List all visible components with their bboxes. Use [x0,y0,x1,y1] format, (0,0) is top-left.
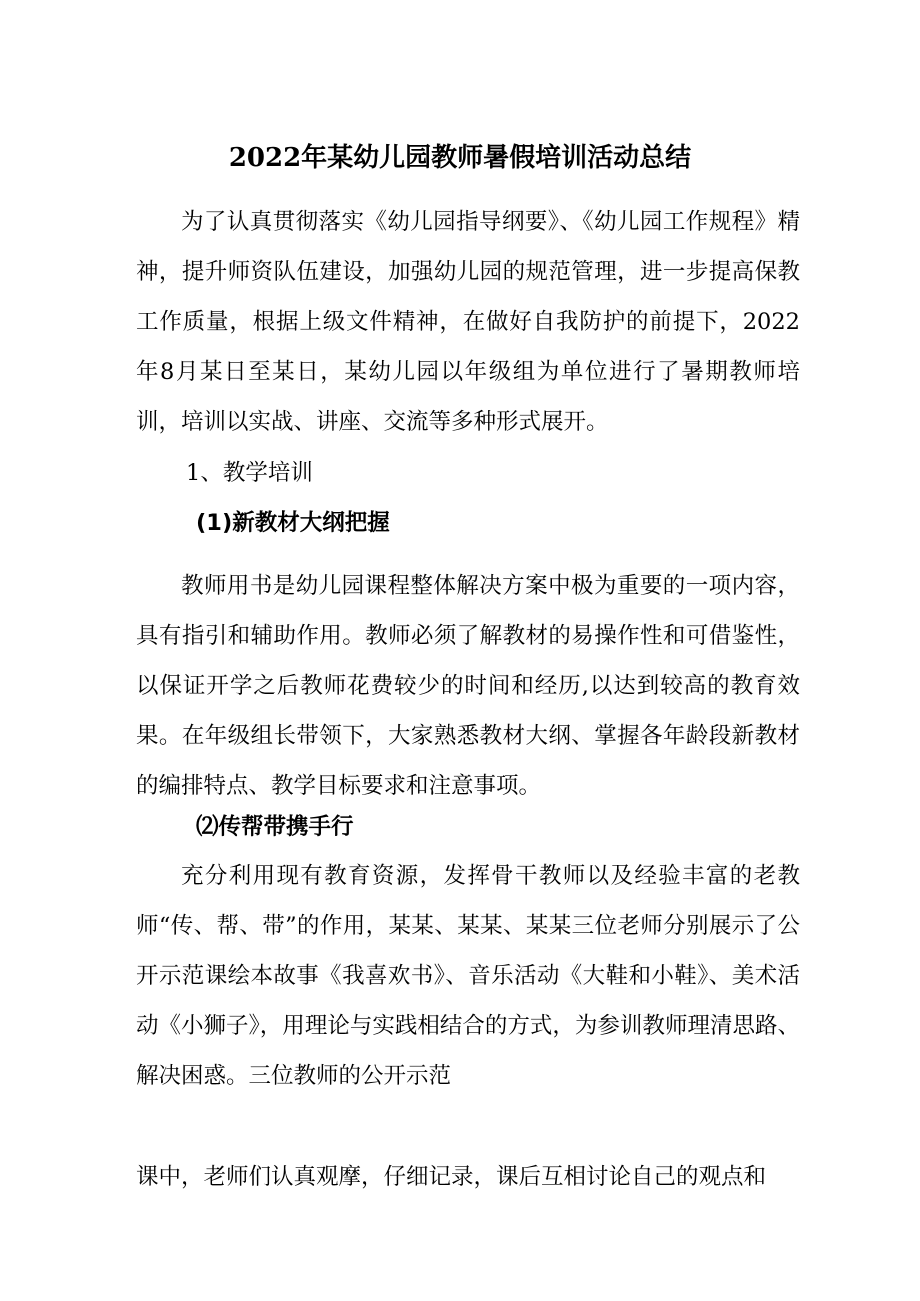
subsection-heading-mentoring: ⑵传帮带携手行 [196,814,354,840]
intro-paragraph: 为了认真贯彻落实《幼儿园指导纲要》、《幼儿园工作规程》精神，提升师资队伍建设，加强幼儿园的规范管理，进一步提高保教工作质量，根据上级文件精神，在做好自我防护的前提下，2022年8月某日至某日，某幼儿园以年级组为单位进行了暑期教师培训，培训以实战、讲座、交流等多种形式展开。 [136,209,800,435]
section-heading-teaching-training: 1、教学培训 [186,460,313,486]
subsection-paragraph-mentoring: 充分利用现有教育资源，发挥骨干教师以及经验丰富的老教师“传、帮、带”的作用，某某、某某、某某三位老师分别展示了公开示范课绘本故事《我喜欢书》、音乐活动《大鞋和小鞋》、美术活动《小狮子》，用理论与实践相结合的方式，为参训教师理清思路、解决困惑。三位教师的公开示范 [136,863,800,1089]
subsection-heading-new-textbook: (1)新教材大纲把握 [196,510,390,536]
subsection-paragraph-new-textbook: 教师用书是幼儿园课程整体解决方案中极为重要的一项内容，具有指引和辅助作用。教师必须了解教材的易操作性和可借鉴性，以保证开学之后教师花费较少的时间和经历,以达到较高的教育效果。在年级组长带领下，大家熟悉教材大纲、掌握各年龄段新教材的编排特点、教学目标要求和注意事项。 [136,573,800,799]
document-title: 2022年某幼儿园教师暑假培训活动总结 [228,143,692,173]
continuation-line: 课中，老师们认真观摩，仔细记录，课后互相讨论自己的观点和 [136,1164,767,1190]
